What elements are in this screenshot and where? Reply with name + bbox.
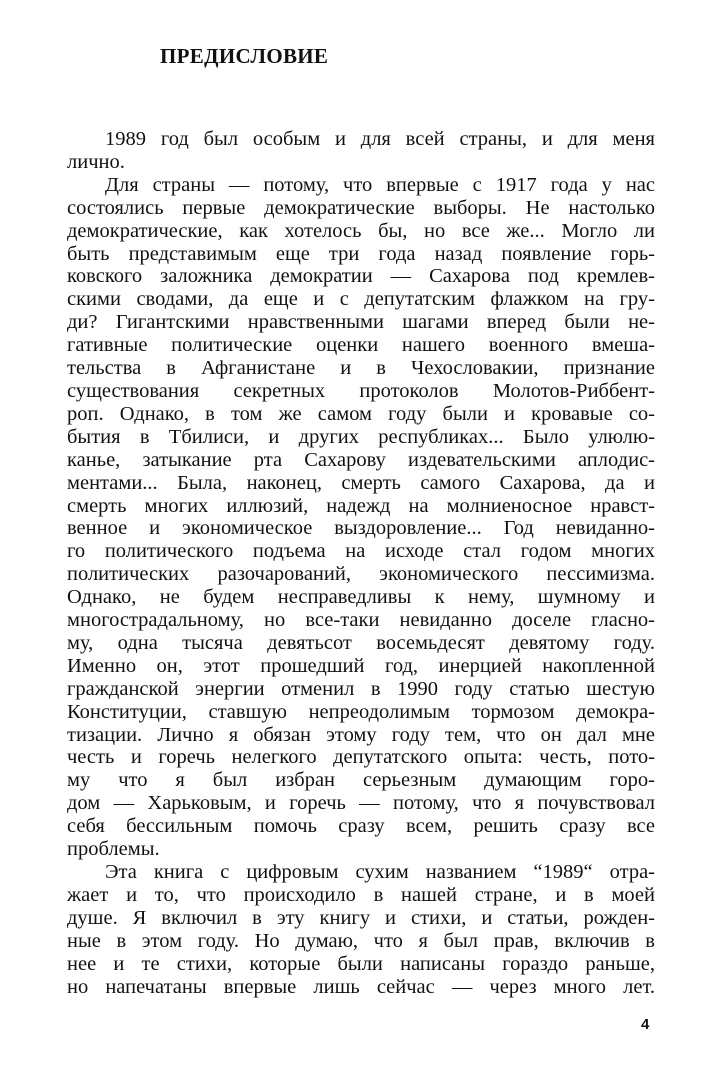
text-line: роп. Однако, в том же самом году были и кровавые со- bbox=[67, 402, 655, 425]
text-line: существования секретных протоколов Молотов-Риббент- bbox=[67, 379, 655, 402]
text-line: жает и то, что происходило в нашей стране, и в моей bbox=[67, 883, 655, 906]
text-line: канье, затыкание рта Сахарову издевательскими аплодис- bbox=[67, 448, 655, 471]
paragraph-2 bbox=[67, 174, 655, 861]
text-line: скими сводами, да еще и с депутатским флажком на гру- bbox=[67, 288, 655, 311]
text-line: 1989 год был особым и для всей страны, и для меня bbox=[105, 128, 655, 150]
text-line: ди? Гигантскими нравственными шагами вперед были не- bbox=[67, 311, 655, 334]
body-text bbox=[67, 128, 655, 998]
text-line: Эта книга с цифровым сухим названием “1989“ отра- bbox=[105, 861, 655, 883]
text-line: лично. bbox=[67, 150, 125, 173]
page-number: 4 bbox=[641, 1016, 650, 1033]
text-line: му что я был избран серьезным думающим горо- bbox=[67, 769, 655, 792]
text-line: тельства в Афганистане и в Чехословакии, признание bbox=[67, 357, 655, 380]
text-line: смерть многих иллюзий, надежд на молниеносное нравст- bbox=[67, 494, 655, 517]
text-line: гативные политические оценки нашего военного вмеша- bbox=[67, 334, 655, 357]
text-line: политических разочарований, экономического пессимизма. bbox=[67, 563, 655, 586]
page-heading: ПРЕДИСЛОВИЕ bbox=[160, 44, 329, 68]
paragraph-3 bbox=[67, 861, 655, 998]
text-line: бытия в Тбилиси, и других республиках... Было улюлю- bbox=[67, 425, 655, 448]
text-line: честь и горечь нелегкого депутатского опыта: честь, пото- bbox=[67, 746, 655, 769]
text-line: душе. Я включил в эту книгу и стихи, и статьи, рожден- bbox=[67, 906, 655, 929]
text-line: многострадальному, но все-таки невиданно доселе гласно- bbox=[67, 609, 655, 632]
text-line: венное и экономическое выздоровление... Год невиданно- bbox=[67, 517, 655, 540]
text-line: му, одна тысяча девятьсот восемьдесят девятому году. bbox=[67, 631, 655, 654]
text-line: гражданской энергии отменил в 1990 году статью шестую bbox=[67, 677, 655, 700]
text-line: состоялись первые демократические выборы. Не настолько bbox=[67, 196, 655, 219]
text-line: тизации. Лично я обязан этому году тем, что он дал мне bbox=[67, 723, 655, 746]
text-line: ковского заложника демократии — Сахарова под кремлев- bbox=[67, 265, 655, 288]
text-line: Именно он, этот прошедший год, инерцией накопленной bbox=[67, 654, 655, 677]
text-line: Для страны — потому, что впервые с 1917 года у нас bbox=[105, 173, 655, 196]
text-line: проблемы. bbox=[67, 838, 160, 861]
text-line: ментами... Была, наконец, смерть самого Сахарова, да и bbox=[67, 471, 655, 494]
text-line: ные в этом году. Но думаю, что я был прав, включив в bbox=[67, 929, 655, 952]
text-line: Конституции, ставшую непреодолимым тормозом демокра- bbox=[67, 700, 655, 723]
text-line: быть представимым еще три года назад появление горь- bbox=[67, 242, 655, 265]
text-line: демократические, как хотелось бы, но все же... Могло ли bbox=[67, 219, 655, 242]
paragraph-1 bbox=[67, 128, 655, 174]
text-line: дом — Харьковым, и горечь — потому, что я почувствовал bbox=[67, 792, 655, 815]
text-line: го политического подъема на исходе стал годом многих bbox=[67, 540, 655, 563]
text-line: Однако, не будем несправедливы к нему, шумному и bbox=[67, 586, 655, 609]
text-line: себя бессильным помочь сразу всем, решить сразу все bbox=[67, 815, 655, 838]
text-line: нее и те стихи, которые были написаны гораздо раньше, bbox=[67, 952, 655, 975]
text-line: но напечатаны впервые лишь сейчас — через много лет. bbox=[67, 975, 655, 998]
